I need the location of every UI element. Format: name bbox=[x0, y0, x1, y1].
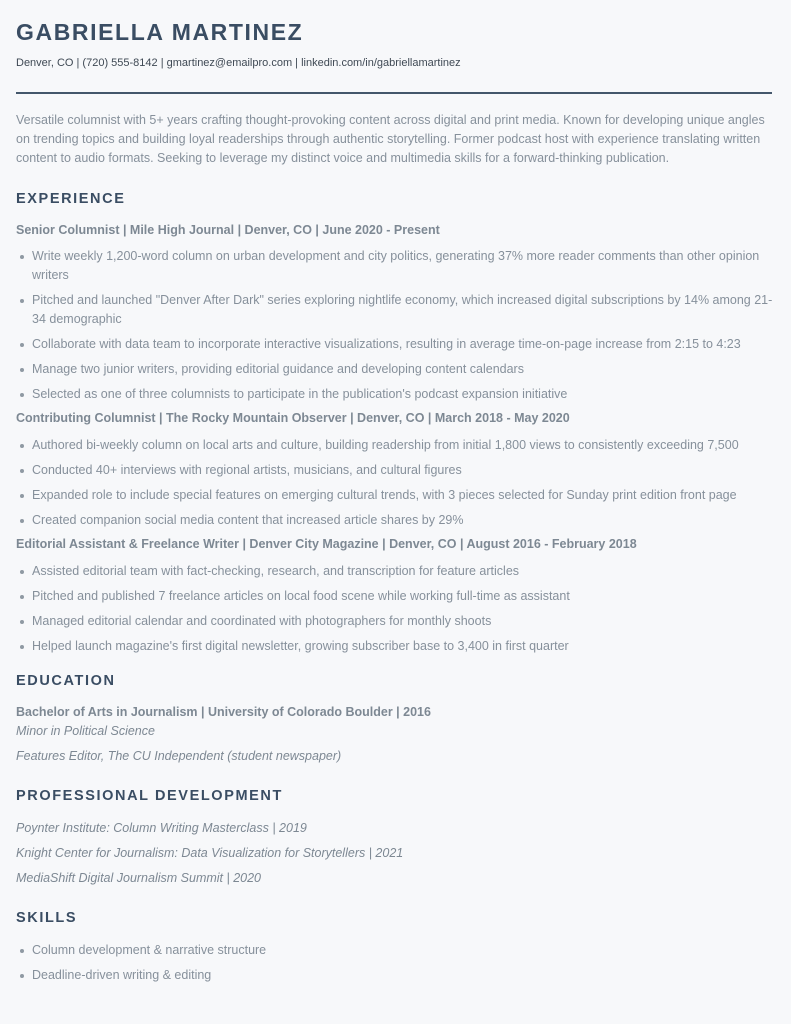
job-bullets bbox=[16, 562, 773, 656]
job-entry bbox=[16, 222, 773, 404]
list-item: Column development & narrative structure bbox=[16, 941, 773, 960]
development-list bbox=[16, 819, 773, 888]
skills-list bbox=[16, 941, 773, 985]
contact-line: Denver, CO | (720) 555-8142 | gmartinez@emailpro.com | linkedin.com/in/gabriellamartinez bbox=[16, 57, 461, 69]
list-item: Assisted editorial team with fact-checking, research, and transcription for feature articles bbox=[16, 562, 773, 581]
list-item: Authored bi-weekly column on local arts and culture, building readership from initial 1,800 views to consistently exceeding 7,500 bbox=[16, 436, 773, 455]
experience-heading: EXPERIENCE bbox=[16, 191, 126, 207]
job-title: Editorial Assistant & Freelance Writer | Denver City Magazine | Denver, CO | August 2016 - February 2018 bbox=[16, 537, 637, 551]
list-item: Managed editorial calendar and coordinated with photographers for monthly shoots bbox=[16, 612, 773, 631]
list-item: Expanded role to include special features on emerging cultural trends, with 3 pieces selected for Sunday print edition front page bbox=[16, 486, 773, 505]
summary-paragraph: Versatile columnist with 5+ years crafting thought-provoking content across digital and print media. Known for developing unique angles on trending topics and building loyal readerships through authentic storytelling. Former podcast host with experience translating written content to audio formats. Seeking to leverage my distinct voice and multimedia skills for a forward-thinking publication. bbox=[16, 113, 765, 165]
list-item: Deadline-driven writing & editing bbox=[16, 966, 773, 985]
minor-line: Minor in Political Science bbox=[16, 724, 155, 738]
list-item: Knight Center for Journalism: Data Visualization for Storytellers | 2021 bbox=[16, 846, 404, 860]
list-item: Pitched and published 7 freelance articles on local food scene while working full-time as assistant bbox=[16, 587, 773, 606]
job-entry bbox=[16, 410, 773, 530]
job-bullets bbox=[16, 436, 773, 530]
job-entry bbox=[16, 536, 773, 656]
list-item: Collaborate with data team to incorporate interactive visualizations, resulting in average time-on-page increase from 2:15 to 4:23 bbox=[16, 335, 773, 354]
list-item: Pitched and launched "Denver After Dark" series exploring nightlife economy, which increased digital subscriptions by 14% among 21-34 demographic bbox=[16, 291, 773, 329]
list-item: Created companion social media content that increased article shares by 29% bbox=[16, 511, 773, 530]
job-bullets bbox=[16, 247, 773, 404]
list-item: Selected as one of three columnists to participate in the publication's podcast expansion initiative bbox=[16, 385, 773, 404]
list-item: MediaShift Digital Journalism Summit | 2020 bbox=[16, 871, 262, 885]
header-divider bbox=[16, 92, 772, 94]
list-item: Write weekly 1,200-word column on urban development and city politics, generating 37% more reader comments than other opinion writers bbox=[16, 247, 773, 285]
activity-line: Features Editor, The CU Independent (student newspaper) bbox=[16, 749, 342, 763]
job-title: Senior Columnist | Mile High Journal | Denver, CO | June 2020 - Present bbox=[16, 223, 440, 237]
list-item: Helped launch magazine's first digital newsletter, growing subscriber base to 3,400 in first quarter bbox=[16, 637, 773, 656]
list-item: Manage two junior writers, providing editorial guidance and developing content calendars bbox=[16, 360, 773, 379]
list-item: Poynter Institute: Column Writing Masterclass | 2019 bbox=[16, 821, 307, 835]
job-title: Contributing Columnist | The Rocky Mountain Observer | Denver, CO | March 2018 - May 2020 bbox=[16, 411, 570, 425]
education-heading: EDUCATION bbox=[16, 673, 116, 689]
list-item: Conducted 40+ interviews with regional artists, musicians, and cultural figures bbox=[16, 461, 773, 480]
skills-heading: SKILLS bbox=[16, 910, 78, 926]
degree-line: Bachelor of Arts in Journalism | University of Colorado Boulder | 2016 bbox=[16, 705, 431, 719]
candidate-name: GABRIELLA MARTINEZ bbox=[16, 19, 304, 45]
development-heading: PROFESSIONAL DEVELOPMENT bbox=[16, 788, 283, 804]
